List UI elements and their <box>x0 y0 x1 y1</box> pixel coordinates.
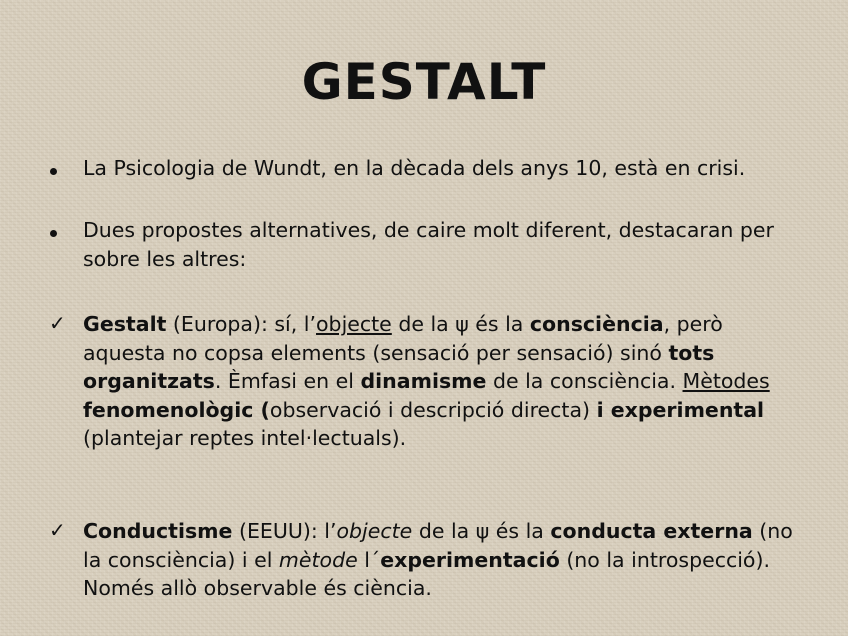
term-dinamisme: dinamisme <box>360 369 487 393</box>
term-metodes: Mètodes <box>682 369 770 393</box>
checkmark-icon: ✓ <box>49 311 66 335</box>
term-tots-organitzats: tots organitzats <box>83 340 715 393</box>
bullet-text: Conductisme (EEUU): l’objecte de la ψ és la conducta externa (no la consciència) i el mètode l´experimentació (no la introspecció). Només allò observable és ciència. <box>83 519 793 600</box>
term-experimentacio: experimentació <box>380 547 560 572</box>
term-conducta-externa: conducta externa <box>550 519 753 543</box>
term-consciencia: consciència <box>529 312 664 336</box>
slide-title: GESTALT <box>301 53 547 111</box>
bullet-dot-icon <box>50 154 74 183</box>
checkmark-icon: ✓ <box>49 518 66 542</box>
bullet-text: Dues propostes alternatives, de caire molt diferent, destacaran per sobre les altres: <box>83 218 774 271</box>
bullet-item-wundt <box>50 154 810 183</box>
bullet-item-gestalt <box>50 310 810 453</box>
term-objecte: objecte <box>336 519 413 543</box>
bullet-item-conductisme <box>50 517 810 603</box>
bullet-text: La Psicologia de Wundt, en la dècada dels anys 10, està en crisi. <box>83 156 746 180</box>
term-metode: mètode <box>278 547 358 572</box>
bullet-dot-icon <box>50 216 74 245</box>
bullet-text: Gestalt (Europa): sí, l’objecte de la ψ és la consciència, però aquesta no copsa elements (sensació per sensació) sinó tots organitzats. Èmfasi en el dinamisme de la consciència. Mètodes fenomenològic (observació i descripció directa) i experimental (plantejar reptes intel·lectuals). <box>83 312 770 450</box>
term-objecte: objecte <box>316 312 392 336</box>
term-gestalt: Gestalt <box>83 312 167 336</box>
term-conductisme: Conductisme <box>83 519 233 543</box>
bullet-item-propostes <box>50 216 810 273</box>
term-experimental: i experimental <box>596 397 765 422</box>
term-fenomenologic: fenomenològic ( <box>83 397 270 422</box>
